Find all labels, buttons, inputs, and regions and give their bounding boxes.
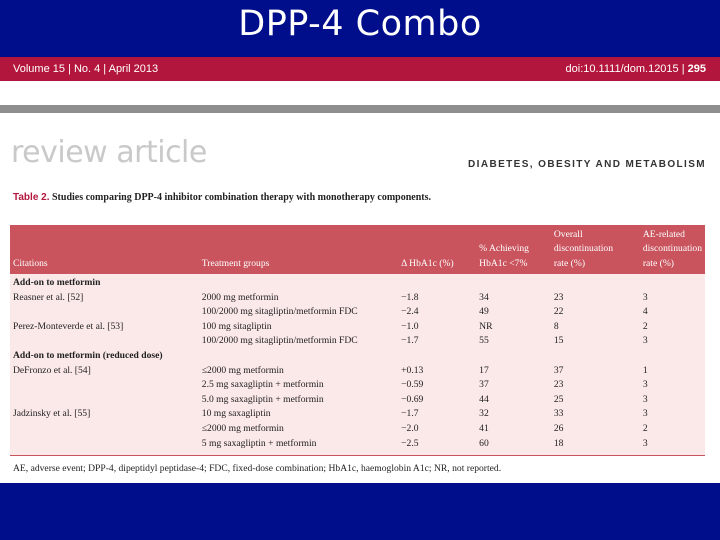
- cell-hba1c: −0.59: [401, 379, 424, 391]
- header-ae-line1: AE-related: [642, 228, 685, 240]
- cell-overall: 23: [553, 291, 564, 303]
- cell-treatment: 100 mg sitagliptin: [201, 320, 272, 332]
- journal-volume: Volume 15 | No. 4 | April 2013: [13, 63, 159, 75]
- cell-overall: 33: [553, 408, 564, 420]
- cell-ae: 3: [642, 379, 648, 391]
- cell-hba1c: −1.8: [401, 291, 419, 303]
- cell-ae: 3: [642, 291, 648, 303]
- cell-ae: 2: [642, 320, 648, 332]
- cell-achieving: NR: [479, 320, 493, 332]
- cell-treatment: 10 mg saxagliptin: [201, 408, 271, 420]
- cell-hba1c: −2.4: [401, 306, 419, 318]
- cell-overall: 15: [553, 335, 564, 347]
- header-overall: [551, 225, 640, 274]
- cell-treatment: 5.0 mg saxagliptin + metformin: [201, 393, 324, 405]
- header-overall-line2: discontinuation: [553, 243, 614, 254]
- cell-achieving: [476, 274, 551, 291]
- cell-ae: [640, 349, 705, 364]
- cell-citation: [10, 393, 199, 408]
- cell-overall: 18: [551, 437, 640, 456]
- cell-overall: [551, 274, 640, 291]
- table-row: [10, 320, 705, 335]
- cell-overall: 37: [553, 364, 564, 376]
- cell-treatment: 5 mg saxagliptin + metformin: [199, 437, 398, 456]
- section-title: review article: [11, 135, 207, 170]
- cell-hba1c: −1.7: [401, 408, 419, 420]
- cell-ae: 2: [642, 422, 648, 434]
- header-achieving: [476, 225, 551, 274]
- table-label: Table 2.: [13, 192, 50, 203]
- slide-title: DPP-4 Combo: [238, 4, 482, 44]
- cell-treatment: ≤2000 mg metformin: [201, 364, 284, 376]
- cell-achieving: 37: [479, 379, 489, 391]
- cell-treatment: 100/2000 mg sitagliptin/metformin FDC: [201, 306, 358, 318]
- header-ae-line2: discontinuation: [642, 243, 702, 254]
- cell-overall: 8: [553, 320, 559, 332]
- cell-citation: DeFronzo et al. [54]: [13, 364, 91, 376]
- cell-achieving: 34: [479, 291, 489, 303]
- table-footnote: AE, adverse event; DPP-4, dipeptidyl peptidase-4; FDC, fixed-dose combination; HbA1c, haemoglobin A1c; NR, not reported.: [13, 463, 502, 474]
- header-overall-line3: rate (%): [553, 257, 586, 269]
- table-row: [10, 274, 705, 291]
- cell-achieving: 60: [476, 437, 551, 456]
- cell-hba1c: −2.5: [398, 437, 476, 456]
- cell-citation: [10, 437, 199, 456]
- table-row: [10, 364, 705, 379]
- table-row: [10, 349, 705, 364]
- header-achieving-line1: % Achieving: [479, 243, 529, 254]
- cell-hba1c: −1.7: [401, 335, 419, 347]
- table-row: [10, 407, 705, 422]
- journal-header-bar: [0, 57, 720, 81]
- table-row: [10, 393, 705, 408]
- table-row: [10, 378, 705, 393]
- journal-doi: doi:10.1111/dom.12015 |: [565, 63, 685, 75]
- table-row: [10, 305, 705, 320]
- cell-ae: [640, 274, 705, 291]
- cell-hba1c: +0.13: [401, 364, 424, 376]
- table-header-row: [10, 225, 705, 274]
- cell-hba1c: −2.0: [401, 422, 419, 434]
- cell-citation: Reasner et al. [52]: [13, 291, 84, 303]
- table-caption: [13, 192, 431, 203]
- journal-page-number: 295: [687, 63, 706, 75]
- table-row: [10, 334, 705, 349]
- cell-overall: 26: [553, 422, 564, 434]
- cell-treatment: 2000 mg metformin: [201, 291, 279, 303]
- cell-ae: 3: [640, 437, 705, 456]
- cell-ae: 3: [642, 335, 648, 347]
- cell-hba1c: −1.0: [401, 320, 419, 332]
- table-row: [10, 437, 705, 456]
- cell-ae: 1: [642, 364, 648, 376]
- cell-ae: 4: [642, 306, 648, 318]
- table-row: [10, 422, 705, 437]
- cell-achieving: 55: [479, 335, 489, 347]
- cell-citation: Jadzinsky et al. [55]: [13, 408, 91, 420]
- cell-achieving: 49: [479, 306, 489, 318]
- header-achieving-line2: HbA1c <7%: [479, 257, 528, 269]
- journal-name: DIABETES, OBESITY AND METABOLISM: [468, 159, 706, 170]
- cell-achieving: 41: [479, 422, 489, 434]
- header-overall-line1: Overall: [553, 228, 583, 240]
- cell-achieving: 32: [479, 408, 489, 420]
- cell-achieving: 17: [479, 364, 489, 376]
- cell-citation: [10, 422, 199, 437]
- header-citations: Citations: [13, 257, 48, 269]
- cell-overall: [551, 349, 640, 364]
- cell-ae: 3: [642, 408, 648, 420]
- article-page-image: [0, 57, 720, 483]
- cell-overall: 22: [553, 306, 564, 318]
- cell-hba1c: [398, 274, 476, 291]
- cell-overall: 23: [553, 379, 564, 391]
- cell-treatment: [199, 274, 398, 291]
- header-treatment: Treatment groups: [201, 257, 270, 269]
- cell-treatment: 100/2000 mg sitagliptin/metformin FDC: [201, 335, 358, 347]
- table-caption-text: Studies comparing DPP-4 inhibitor combination therapy with monotherapy components.: [52, 192, 432, 203]
- header-hba1c: Δ HbA1c (%): [401, 257, 454, 269]
- table-row: [10, 291, 705, 306]
- header-ae: [640, 225, 705, 274]
- cell-citation: Add-on to metformin: [13, 277, 101, 288]
- cell-treatment: ≤2000 mg metformin: [201, 422, 284, 434]
- header-divider: [0, 105, 720, 113]
- cell-citation: [10, 334, 199, 349]
- cell-citation: Perez-Monteverde et al. [53]: [13, 320, 124, 332]
- journal-doi-page: [566, 63, 706, 75]
- cell-hba1c: [398, 349, 476, 364]
- studies-table: [10, 225, 705, 456]
- cell-citation: Add-on to metformin (reduced dose): [13, 349, 163, 361]
- cell-treatment: 2.5 mg saxagliptin + metformin: [201, 379, 324, 391]
- cell-citation: [10, 305, 199, 320]
- cell-hba1c: −0.69: [401, 393, 424, 405]
- cell-ae: 3: [642, 393, 648, 405]
- cell-achieving: [476, 349, 551, 364]
- cell-overall: 25: [553, 393, 564, 405]
- header-ae-line3: rate (%): [642, 257, 675, 269]
- cell-citation: [10, 378, 199, 393]
- cell-achieving: 44: [479, 393, 489, 405]
